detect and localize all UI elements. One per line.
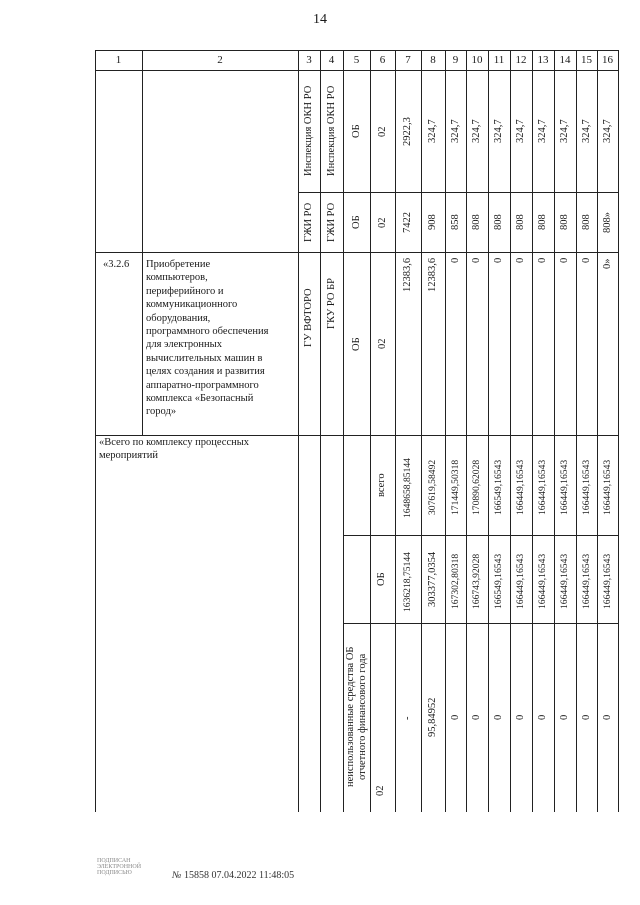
table-rule <box>343 50 344 812</box>
value-cell: 171449,50318 <box>449 459 461 515</box>
table-rule <box>370 50 371 812</box>
table-rule <box>95 435 96 812</box>
signature-stamp: ПОДПИСАН ЭЛЕКТРОННОЙ ПОДПИСЬЮ <box>97 858 142 876</box>
value-cell: 324,7 <box>537 119 548 143</box>
column-number: 6 <box>379 54 386 66</box>
value-cell: 166449,16543 <box>559 553 570 609</box>
value-cell: 324,7 <box>493 119 504 143</box>
name-line: мероприятий <box>99 450 158 462</box>
page-number: 14 <box>313 12 327 27</box>
code-cell: 02 <box>376 126 388 137</box>
value-cell: 808 <box>537 214 548 230</box>
recipient-cell: ГКУ РО БР <box>325 278 337 329</box>
value-cell: 0 <box>493 714 504 720</box>
column-number: 11 <box>493 54 505 66</box>
value-cell: 0 <box>449 714 461 720</box>
value-cell: 12383,6 <box>427 257 438 292</box>
name-line: коммуникационного <box>146 299 238 311</box>
name-line: город» <box>146 406 177 418</box>
value-cell: 303377,0354 <box>427 551 438 607</box>
executor-cell: Инспекция ОКН РО <box>303 85 314 176</box>
code-cell: 02 <box>375 785 386 796</box>
table-rule <box>298 50 299 812</box>
column-number: 4 <box>328 54 335 66</box>
code-cell: 02 <box>376 217 388 228</box>
name-line: целях создания и развития <box>146 366 265 378</box>
recipient-cell: ГЖИ РО <box>325 202 337 242</box>
name-line: программного обеспечения <box>146 326 269 338</box>
value-cell: 0 <box>449 257 461 263</box>
source-cell: ОБ <box>350 124 362 138</box>
recipient-cell: Инспекция ОКН РО <box>325 85 337 176</box>
column-number: 14 <box>559 54 571 66</box>
value-cell: 0 <box>515 257 526 263</box>
column-number: 8 <box>430 54 436 66</box>
name-line: оборудования, <box>146 312 211 324</box>
value-cell: 858 <box>449 214 461 230</box>
value-cell: 0 <box>559 257 570 263</box>
column-number: 12 <box>515 54 527 66</box>
name-line: периферийного и <box>146 285 224 297</box>
value-cell: 808 <box>493 214 504 230</box>
table-rule <box>466 50 467 812</box>
value-cell: 166549,16543 <box>493 553 504 609</box>
row-label: неиспользованные средства ОБ <box>345 646 356 787</box>
value-cell: 7422 <box>402 211 413 233</box>
value-cell: 0 <box>537 714 548 720</box>
table-rule <box>298 192 618 193</box>
column-number: 10 <box>471 54 483 66</box>
name-line: «Всего по комплексу процессных <box>99 437 250 448</box>
value-cell: 2922,3 <box>402 116 413 146</box>
value-cell: 170890,62028 <box>471 459 482 515</box>
row-label: отчетного финансового года <box>357 653 368 780</box>
column-number: 16 <box>602 54 613 66</box>
value-cell: 166449,16543 <box>515 459 526 515</box>
column-number: 7 <box>405 54 411 66</box>
table-rule <box>554 50 555 812</box>
value-cell: 166449,16543 <box>601 553 613 609</box>
value-cell: 0 <box>559 714 570 720</box>
table-rule <box>532 50 533 812</box>
row-label: ОБ <box>376 572 387 586</box>
value-cell: 166449,16543 <box>580 553 592 609</box>
row-label: всего <box>376 473 387 497</box>
executor-cell: ГЖИ РО <box>303 202 314 242</box>
value-cell: 0 <box>537 257 548 263</box>
table-rule <box>510 50 511 812</box>
value-cell: 1648658,85144 <box>402 458 413 518</box>
table-rule <box>142 50 143 435</box>
value-cell: 324,7 <box>601 119 613 143</box>
table-rule <box>445 50 446 812</box>
table-rule <box>320 50 321 812</box>
registration-stamp <box>172 870 294 881</box>
number-sign: № <box>172 870 182 881</box>
value-cell: 324,7 <box>427 119 438 143</box>
value-cell: 808 <box>559 214 570 230</box>
value-cell: 808 <box>515 214 526 230</box>
value-cell: 166449,16543 <box>515 553 526 609</box>
value-cell: 0 <box>515 714 526 720</box>
value-cell: 0 <box>471 714 482 720</box>
value-cell: 0 <box>493 257 504 263</box>
value-cell: 324,7 <box>449 119 461 143</box>
value-cell: 324,7 <box>559 119 570 143</box>
value-cell: 808» <box>601 211 613 233</box>
source-cell: ОБ <box>350 336 362 351</box>
column-number: 3 <box>306 54 312 66</box>
value-cell: 324,7 <box>515 119 526 143</box>
column-number: 1 <box>115 54 122 66</box>
value-cell: 166449,16543 <box>601 459 613 515</box>
column-number: 9 <box>452 54 459 66</box>
executor-cell: ГУ ВФТОРО <box>303 288 314 347</box>
name-line: комплекса «Безопасный <box>146 393 254 405</box>
column-number: 2 <box>217 54 223 66</box>
value-cell: 167302,80318 <box>449 553 461 609</box>
value-cell: 808 <box>471 214 482 230</box>
item-name <box>146 258 306 419</box>
value-cell: 166449,16543 <box>559 459 570 515</box>
value-cell: 0» <box>601 258 613 269</box>
table-rule <box>95 70 618 71</box>
name-line: аппаратно-программного <box>146 379 259 391</box>
table-rule <box>95 252 618 253</box>
value-cell: 808 <box>580 214 592 230</box>
value-cell: 166449,16543 <box>580 459 592 515</box>
value-cell: 307619,58492 <box>427 459 438 515</box>
table-rule <box>597 50 598 812</box>
value-cell: 166549,16543 <box>493 459 504 515</box>
table-rule <box>576 50 577 812</box>
total-name <box>99 436 314 463</box>
value-cell: 166743,92028 <box>471 553 482 609</box>
name-line: вычислительных машин в <box>146 352 263 364</box>
value-cell: 12383,6 <box>402 257 413 292</box>
value-cell: 0 <box>471 257 482 263</box>
value-cell: 324,7 <box>471 119 482 143</box>
name-line: Приобретение <box>146 259 211 270</box>
value-cell: 0 <box>601 714 613 720</box>
column-number: 5 <box>353 54 360 66</box>
table-rule <box>618 50 619 812</box>
value-cell: 95,84952 <box>427 697 438 737</box>
value-cell: 0 <box>580 714 592 720</box>
value-cell: 166449,16543 <box>537 553 548 609</box>
value-cell: 0 <box>580 257 592 263</box>
registration-text: 15858 07.04.2022 11:48:05 <box>183 870 295 881</box>
table-rule <box>95 50 618 51</box>
name-line: для электронных <box>146 339 222 351</box>
column-number: 15 <box>581 54 592 66</box>
name-line: компьютеров, <box>146 272 208 284</box>
column-number: 13 <box>537 54 549 66</box>
table-rule <box>395 50 396 812</box>
value-cell: 166449,16543 <box>537 459 548 515</box>
code-cell: 02 <box>376 338 388 349</box>
value-cell: 908 <box>427 214 438 230</box>
table-rule <box>488 50 489 812</box>
value-cell: 324,7 <box>580 119 592 143</box>
source-cell: ОБ <box>350 215 362 229</box>
value-cell: 1636218,75144 <box>402 552 413 612</box>
table-rule <box>421 50 422 812</box>
value-cell: - <box>402 716 413 720</box>
item-number: «3.2.6 <box>103 259 130 270</box>
